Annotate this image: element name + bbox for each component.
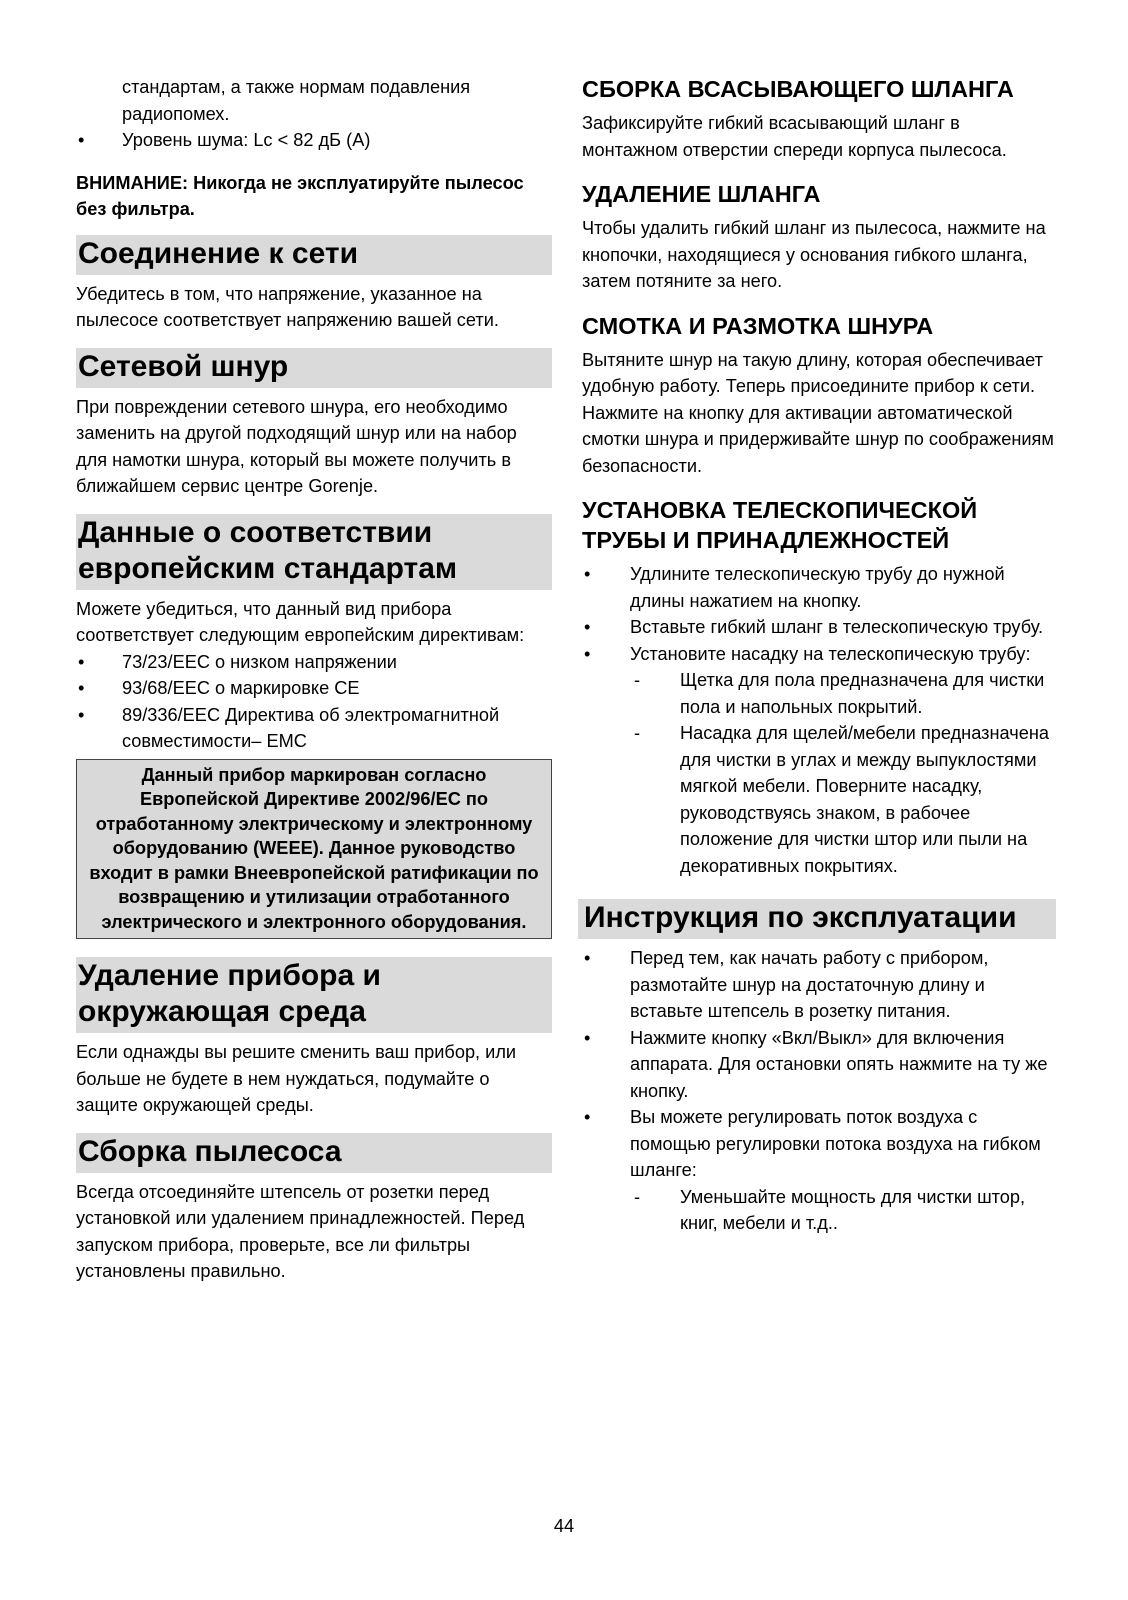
list-item: • Вставьте гибкий шланг в телескопическую трубу.: [582, 614, 1056, 641]
list-item: • 73/23/EEC о низком напряжении: [76, 649, 552, 676]
section-text-power: Убедитесь в том, что напряжение, указанное на пылесосе соответствует напряжению вашей сети.: [76, 283, 499, 330]
sub-list-item: - Щетка для пола предназначена для чистки пола и напольных покрытий.: [582, 667, 1056, 720]
section-heading-cord: Сетевой шнур: [76, 348, 552, 388]
section-text-assembly: Всегда отсоединяйте штепсель от розетки перед установкой или удалением принадлежностей. Перед запуском прибора, проверьте, все ли фильтры установлены правильно.: [76, 1181, 525, 1281]
section-text-conformity: Можете убедиться, что данный вид прибора соответствует следующим европейским директивам:: [76, 598, 525, 645]
section-text-cord: При повреждении сетевого шнура, его необходимо заменить на другой подходящий шнур или на набор для намотки шнура, который вы можете получить в ближайшем сервис центре Gorenje.: [76, 396, 517, 496]
list-item: • 93/68/EEC о маркировке CE: [76, 675, 552, 702]
list-item: • Нажмите кнопку «Вкл/Выкл» для включения аппарата. Для остановки опять нажмите на ту же кнопку.: [582, 1025, 1056, 1105]
list-item: • Удлините телескопическую трубу до нужной длины нажатием на кнопку.: [582, 561, 1056, 614]
list-item: • Вы можете регулировать поток воздуха с помощью регулировки потока воздуха на гибком шланге:: [582, 1104, 1056, 1184]
section-heading-assembly: Сборка пылесоса: [76, 1133, 552, 1173]
weee-notice-box: Данный прибор маркирован согласно Европейской Директиве 2002/96/EC по отработанному электрическому и электронному оборудованию (WEEE). Данное руководство входит в рамки Внеевропейской ратификации по возвращению и утилизации отработанного электрического и электронного оборудования.: [76, 759, 552, 940]
list-item: • Уровень шума: Lc < 82 дБ (А): [76, 127, 552, 154]
operation-list: [582, 945, 1056, 1184]
text-hose-removal: Чтобы удалить гибкий шланг из пылесоса, нажмите на кнопочки, находящиеся у основания гибкого шланга, затем потяните за него.: [582, 218, 1046, 291]
tube-list: [582, 561, 1056, 667]
section-heading-operation: Инструкция по эксплуатации: [578, 899, 1056, 939]
section-heading-conformity: Данные о соответствии европейским стандартам: [76, 514, 552, 590]
page-number: 44: [553, 1516, 575, 1536]
left-column: [76, 74, 552, 1285]
continuation-text: стандартам, а также нормам подавления радиопомех.: [122, 77, 471, 124]
directives-list: [76, 649, 552, 755]
list-item: • Установите насадку на телескопическую трубу:: [582, 641, 1056, 668]
section-text-disposal: Если однажды вы решите сменить ваш прибор, или больше не будете в нем нуждаться, подумайте о защите окружающей среды.: [76, 1042, 517, 1115]
heading-hose-removal: УДАЛЕНИЕ ШЛАНГА: [582, 181, 821, 207]
list-item: • 89/336/EEC Директива об электромагнитной совместимости– EMC: [76, 702, 552, 755]
sub-list-item: - Насадка для щелей/мебели предназначена для чистки в углах и между выпуклостями мягкой мебели. Поверните насадку, руководствуясь знаком, в рабочее положение для чистки штор или пыли на декоративных покрытиях.: [582, 720, 1056, 879]
warning-text: ВНИМАНИЕ: Никогда не эксплуатируйте пылесос без фильтра.: [76, 172, 524, 219]
right-column: [582, 74, 1056, 1237]
section-heading-power: Соединение к сети: [76, 235, 552, 275]
heading-hose-assembly: СБОРКА ВСАСЫВАЮЩЕГО ШЛАНГА: [582, 76, 1014, 102]
airflow-sublist: [582, 1184, 1056, 1237]
text-cord-rewind: Вытяните шнур на такую длину, которая обеспечивает удобную работу. Теперь присоедините прибор к сети. Нажмите на кнопку для активации автоматической смотки шнура и придерживайте шнур по соображениям безопасности.: [582, 349, 1054, 476]
nozzle-sublist: [582, 667, 1056, 879]
heading-cord-rewind: СМОТКА И РАЗМОТКА ШНУРА: [582, 312, 934, 339]
list-item: • Перед тем, как начать работу с прибором, размотайте шнур на достаточную длину и вставьте штепсель в розетку питания.: [582, 945, 1056, 1025]
text-hose-assembly: Зафиксируйте гибкий всасывающий шланг в монтажном отверстии спереди корпуса пылесоса.: [582, 113, 1007, 160]
noise-list: [76, 127, 552, 154]
sub-list-item: - Уменьшайте мощность для чистки штор, книг, мебели и т.д..: [582, 1184, 1056, 1237]
section-heading-disposal: Удаление прибора и окружающая среда: [76, 957, 552, 1033]
heading-telescopic-tube: УСТАНОВКА ТЕЛЕСКОПИЧЕСКОЙ ТРУБЫ И ПРИНАДЛЕЖНОСТЕЙ: [582, 497, 978, 553]
